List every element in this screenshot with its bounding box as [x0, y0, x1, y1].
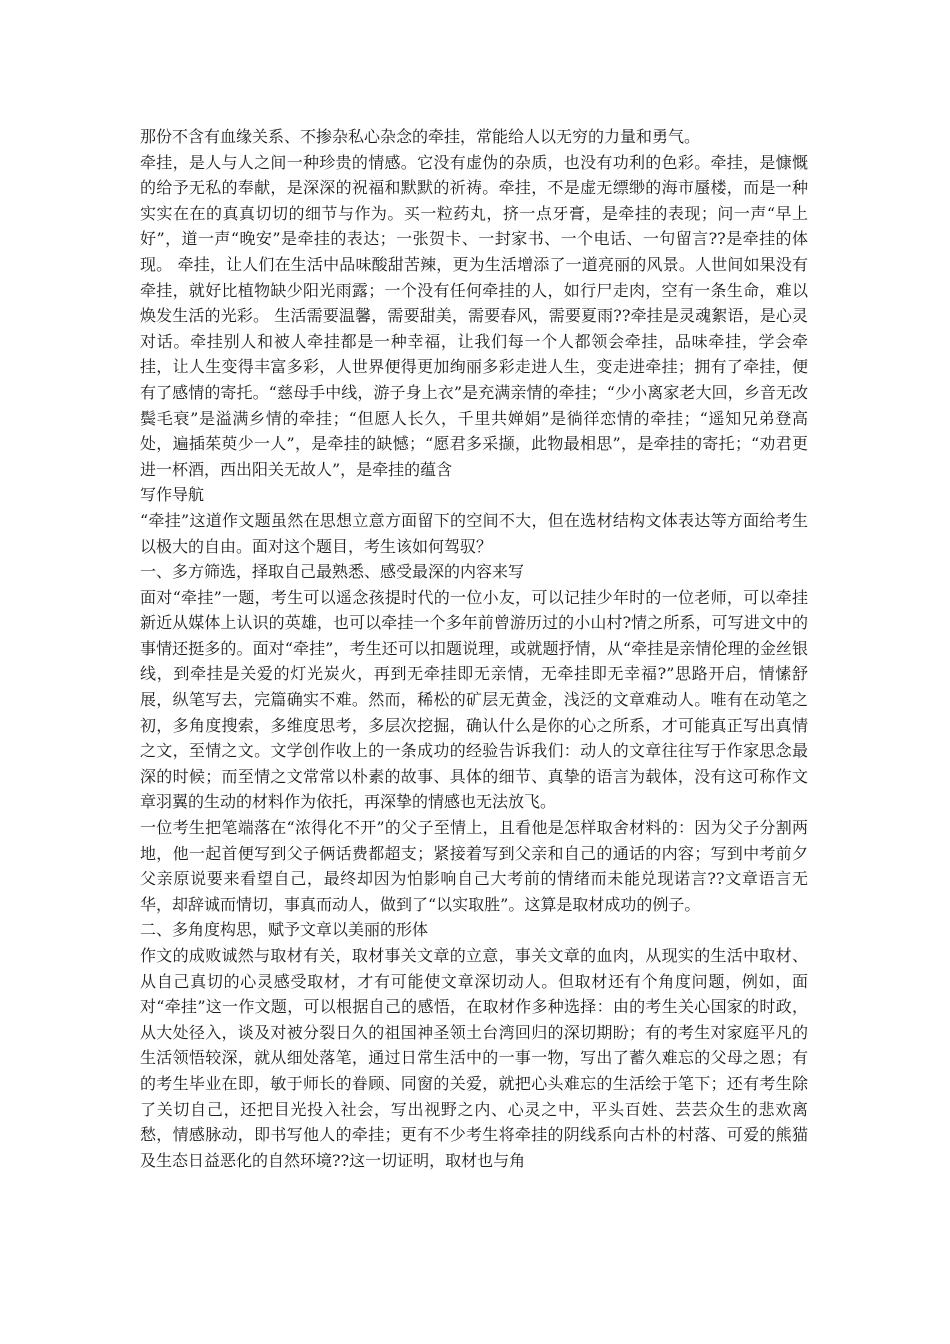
paragraph-student-example: 一位考生把笔端落在“浓得化不开”的父子至情上，且看他是怎样取舍材料的：因为父子分割两地，他一起首便写到父子俩话费都超支；紧接着写到父亲和自己的通话的内容；写到中考前夕父亲原说要来看望自己，最终却因为怕影响自己大考前的情绪而未能兑现诺言??文章语言无华，却辞诚而情切，事真而动人，做到了“以实取胜”。这算是取材成功的例子。	[140, 818, 808, 914]
document-page	[140, 124, 808, 1173]
section-heading-point-two: 二、多角度构思，赋予文章以美丽的形体	[140, 920, 429, 940]
paragraph-qiangua-essay: 牵挂，是人与人之间一种珍贵的情感。它没有虚伪的杂质，也没有功利的色彩。牵挂，是慷慨的给予无私的奉献，是深深的祝福和默默的祈祷。牵挂，不是虚无缥缈的海市蜃楼，而是一种实实在在的真真切切的细节与作为。买一粒药丸，挤一点牙膏，是牵挂的表现；问一声“早上好”，道一声“晚安”是牵挂的表达；一张贺卡、一封家书、一个电话、一句留言??是牵挂的体现。 牵挂，让人们在生活中品味酸甜苦辣，更为生活增添了一道亮丽的风景。人世间如果没有牵挂，就好比植物缺少阳光雨露；一个没有任何牵挂的人，如行尸走肉，空有一条生命，难以焕发生活的光彩。 生活需要温馨，需要甜美，需要春风，需要夏雨??牵挂是灵魂絮语，是心灵对话。牵挂别人和被人牵挂都是一种幸福，让我们每一个人都领会牵挂，品味牵挂，学会牵挂，让人生变得丰富多彩，人世界便得更加绚丽多彩走进人生，变走进牵挂；拥有了牵挂，便有了感情的寄托。“慈母手中线，游子身上衣”是充满亲情的牵挂；“少小离家老大回，乡音无改鬓毛衰”是溢满乡情的牵挂；“但愿人长久，千里共婵娟”是徜徉恋情的牵挂；“遥知兄弟登高处，遍插茱萸少一人”，是牵挂的缺憾；“愿君多采撷，此物最相思”，是牵挂的寄托；“劝君更进一杯酒，西出阳关无故人”，是牵挂的蕴含	[140, 152, 808, 479]
paragraph-point-two-body: 作文的成败诚然与取材有关，取材事关文章的立意，事关文章的血肉，从现实的生活中取材、从自己真切的心灵感受取材，才有可能使文章深切动人。但取材还有个角度问题，例如，面对“牵挂”这一作文题，可以根据自己的感悟，在取材作多种选择：由的考生关心国家的时政，从大处径入，谈及对被分裂日久的祖国神圣领土台湾回归的深切期盼；有的考生对家庭平凡的生活领悟较深，就从细处落笔，通过日常生活中的一事一物，写出了蓄久难忘的父母之恩；有的考生毕业在即，敏于师长的眷顾、同窗的关爱，就把心头难忘的生活绘于笔下；还有考生除了关切自己，还把目光投入社会，写出视野之内、心灵之中，平头百姓、芸芸众生的悲欢离愁，情感脉动，即书写他人的牵挂；更有不少考生将牵挂的阴线系向古朴的村落、可爱的熊猫及生态日益恶化的自然环境??这一切证明，取材也与角	[140, 946, 808, 1170]
section-heading-point-one: 一、多方筛选，择取自己最熟悉、感受最深的内容来写	[140, 562, 525, 582]
paragraph-point-one-body: 面对“牵挂”一题，考生可以遥念孩提时代的一位小友，可以记挂少年时的一位老师，可以牵挂新近从媒体上认识的英雄，也可以牵挂一个多年前曾游历过的小山村?情之所系，可写进文中的事情还挺多的。面对“牵挂”，考生还可以扣题说理，或就题抒情，从“牵挂是亲情伦理的金丝银线，到牵挂是关爱的灯光炭火，再到无牵挂即无亲情，无牵挂即无幸福?”思路开启，情愫舒展，纵笔写去，完篇确实不难。然而，稀松的矿层无黄金，浅泛的文章难动人。唯有在动笔之初，多角度搜索，多维度思考，多层次挖掘，确认什么是你的心之所系，才可能真正写出真情之文，至情之文。文学创作收上的一条成功的经验告诉我们：动人的文章往往写于作家思念最深的时候；而至情之文常常以朴素的故事、具体的细节、真挚的语言为载体，没有这可称作文章羽翼的生动的材料作为依托，再深挚的情感也无法放飞。	[140, 587, 808, 812]
paragraph-guide-intro: “牵挂”这道作文题虽然在思想立意方面留下的空间不大，但在选材结构文体表达等方面给考生以极大的自由。面对这个题目，考生该如何驾驭？	[140, 510, 808, 556]
section-heading-writing-guide: 写作导航	[140, 485, 205, 505]
paragraph-intro-line: 那份不含有血缘关系、不掺杂私心杂念的牵挂，常能给人以无穷的力量和勇气。	[140, 127, 701, 146]
